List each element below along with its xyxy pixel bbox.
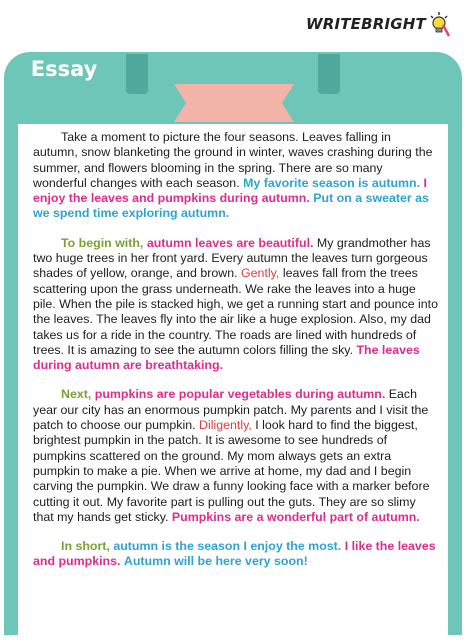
- lightbulb-icon: [428, 11, 450, 37]
- highlighted-text-red: Gently,: [241, 266, 280, 281]
- title-ribbon: [174, 84, 294, 122]
- essay-paragraph: [33, 130, 438, 222]
- essay-paragraph: [33, 387, 438, 525]
- writebright-logo: [306, 11, 450, 37]
- highlighted-text-pink: autumn leaves are beautiful.: [146, 235, 314, 250]
- highlighted-text-blue: autumn is the season I enjoy the most.: [113, 539, 342, 554]
- highlighted-text-blue: Put on a sweater as we spend time exploring autumn.: [33, 191, 429, 221]
- highlighted-text-green: To begin with,: [61, 235, 147, 250]
- highlighted-text-green: In short,: [61, 539, 114, 554]
- highlighted-text-green: Next,: [61, 387, 95, 402]
- essay-paragraph: [33, 236, 438, 374]
- essay-text: Take a moment to picture the four seasons. Leaves falling in autumn, snow blanketing the ground in winter, waves crashing during the summer, and flowers blooming in the spring. There are so many wonderful changes with each season.: [33, 130, 433, 190]
- highlighted-text-pink: I enjoy the leaves and pumpkins during autumn.: [33, 175, 427, 206]
- essay-text: Each year our city has an enormous pumpkin patch. My parents and I visit the patch to choose our pumpkin.: [33, 387, 429, 433]
- highlighted-text-pink: Pumpkins are a wonderful part of autumn.: [171, 509, 420, 524]
- essay-paper: [18, 124, 448, 644]
- board-tab-right: [318, 54, 340, 94]
- essay-text: leaves fall from the trees scattering upon the grass underneath. We rake the leaves into a huge pile. When the pile is stacked high, we get a running start and pounce into the leaves. The leaves fly into the air like a huge explosion. Also, my dad takes us for a ride in the country. The roads are lined with hundreds of trees. It is amazing to see the autumn colors filling the sky.: [33, 266, 439, 357]
- essay-text: My grandmother has two huge trees in her front yard. Every autumn the leaves turn gorgeous shades of yellow, orange, and brown.: [33, 235, 431, 281]
- highlighted-text-blue: Autumn will be here very soon!: [123, 554, 308, 569]
- page-title: Essay: [30, 57, 98, 81]
- highlighted-text-red: Diligently,: [199, 418, 252, 433]
- essay-body: [18, 124, 448, 570]
- brand-name: WRITEBRIGHT: [305, 15, 426, 33]
- highlighted-text-pink: The leaves during autumn are breathtaking.: [33, 342, 420, 373]
- highlighted-text-pink: I like the leaves and pumpkins.: [33, 539, 436, 569]
- board-tab-left: [126, 54, 148, 94]
- highlighted-text-blue: My favorite season is autumn.: [243, 175, 421, 190]
- essay-text: I look hard to find the biggest, brightest pumpkin in the patch. It is awesome to see hundreds of pumpkins scattered on the ground. My mom always gets an extra pumpkin to make a pie. When we arrive at home, my dad and I begin carving the pumpkin. We draw a funny looking face with a marker before cutting it out. My favorite part is pulling out the guts. They are so slimy that my hands get sticky.: [33, 418, 430, 524]
- highlighted-text-pink: pumpkins are popular vegetables during autumn.: [94, 387, 386, 402]
- essay-paragraph: [33, 539, 438, 570]
- clipboard-board: [4, 52, 462, 635]
